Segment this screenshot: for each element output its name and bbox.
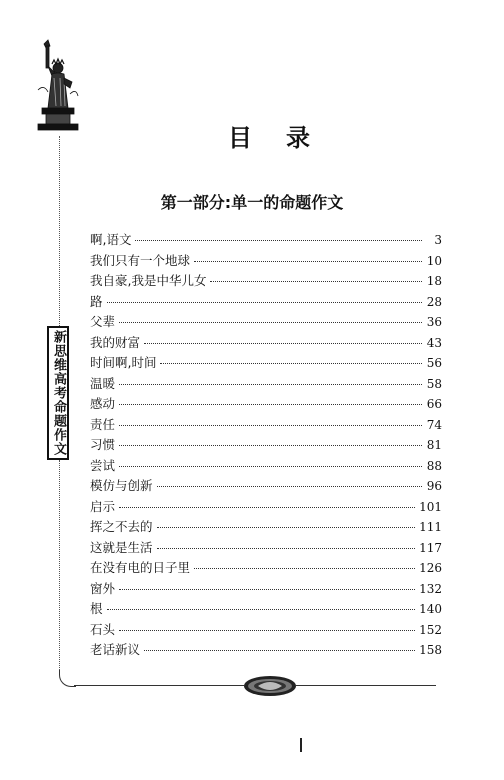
title-char: 目	[228, 124, 286, 152]
toc-entry-title: 习惯	[90, 437, 116, 452]
leader-dots	[119, 589, 415, 590]
section-heading: 第一部分:单一的命题作文	[160, 193, 344, 212]
toc-entry-page: 74	[426, 417, 442, 432]
leader-dots	[194, 261, 422, 262]
toc-entry-title: 父辈	[90, 314, 116, 329]
toc-entry-page: 117	[419, 540, 442, 555]
toc-entry-title: 我们只有一个地球	[90, 252, 191, 268]
toc-entry-page: 43	[426, 335, 442, 350]
toc-entry-title: 启示	[90, 498, 116, 514]
toc-entry-title: 温暖	[90, 375, 116, 391]
toc-entry-title: 我自豪,我是中华儿女	[90, 273, 207, 288]
toc-entry-page: 10	[426, 253, 442, 268]
leader-dots	[210, 281, 422, 282]
toc-entry-page: 96	[426, 479, 442, 493]
toc-entry-title: 时间啊,时间	[90, 355, 157, 370]
toc-entry[interactable]	[90, 599, 442, 620]
toc-entry-page: 3	[434, 233, 442, 247]
toc-entry-title: 尝试	[90, 457, 116, 473]
toc-entry-page: 36	[426, 315, 442, 329]
toc-entry[interactable]	[90, 476, 442, 497]
toc-entry[interactable]	[90, 517, 442, 538]
toc-entry-title: 挥之不去的	[90, 519, 153, 534]
toc-entry-title: 窗外	[90, 580, 116, 596]
toc-entry[interactable]	[90, 456, 442, 477]
leader-dots	[119, 466, 422, 467]
toc-entry-page: 101	[419, 499, 442, 514]
toc-entry-page: 18	[426, 274, 442, 288]
toc-entry-title: 感动	[90, 396, 116, 411]
toc-entry-page: 152	[419, 622, 442, 637]
toc-entry[interactable]	[90, 435, 442, 456]
toc-entry-page: 66	[426, 397, 442, 411]
toc-entry-page: 56	[426, 356, 442, 370]
medallion-ornament-icon	[242, 674, 298, 698]
leader-dots	[157, 486, 422, 487]
toc-entry[interactable]	[90, 312, 442, 333]
leader-dots	[107, 609, 416, 610]
toc-entry-page: 81	[426, 438, 442, 452]
leader-dots	[119, 404, 422, 405]
toc-entry-title: 啊,语文	[90, 232, 132, 247]
leader-dots	[119, 630, 415, 631]
leader-dots	[119, 445, 422, 446]
bottom-rule	[74, 685, 244, 686]
toc-entry-title: 这就是生活	[90, 539, 153, 555]
toc-entry[interactable]	[90, 497, 442, 518]
toc-entry-title: 我的财富	[90, 334, 141, 350]
toc-entry[interactable]	[90, 251, 442, 272]
leader-dots	[157, 548, 416, 549]
toc-entry[interactable]	[90, 271, 442, 292]
toc-entry-title: 根	[90, 601, 103, 616]
toc-entry[interactable]	[90, 353, 442, 374]
leader-dots	[119, 507, 415, 508]
toc-entry-title: 石头	[90, 621, 116, 637]
page-marker	[300, 738, 302, 752]
title-char: 录	[286, 124, 344, 152]
vertical-dotted-rule	[59, 460, 60, 670]
toc-entry[interactable]	[90, 394, 442, 415]
toc-entry[interactable]	[90, 620, 442, 641]
leader-dots	[160, 363, 422, 364]
toc-entry-page: 111	[419, 520, 442, 534]
leader-dots	[107, 302, 422, 303]
leader-dots	[194, 568, 415, 569]
page-title	[0, 118, 504, 153]
leader-dots	[119, 322, 422, 323]
toc-entry[interactable]	[90, 230, 442, 251]
table-of-contents	[90, 230, 442, 661]
leader-dots	[135, 240, 422, 241]
toc-entry[interactable]	[90, 640, 442, 661]
toc-entry-title: 老话新议	[90, 642, 141, 657]
toc-entry-page: 132	[419, 581, 442, 596]
toc-entry-page: 126	[419, 561, 442, 575]
toc-entry-title: 在没有电的日子里	[90, 560, 191, 575]
toc-entry-title: 模仿与创新	[90, 478, 153, 493]
toc-entry[interactable]	[90, 374, 442, 395]
toc-entry[interactable]	[90, 333, 442, 354]
toc-entry-title: 责任	[90, 416, 116, 432]
toc-entry-page: 140	[419, 602, 442, 616]
side-series-label: 新思维高考命题作文	[47, 326, 69, 460]
toc-entry-page: 158	[419, 643, 442, 657]
bottom-rule	[296, 685, 436, 686]
vertical-dotted-rule	[59, 136, 60, 326]
leader-dots	[119, 384, 422, 385]
leader-dots	[157, 527, 416, 528]
leader-dots	[119, 425, 422, 426]
toc-entry[interactable]	[90, 292, 442, 313]
toc-entry-page: 28	[426, 294, 442, 309]
leader-dots	[144, 650, 415, 651]
leader-dots	[144, 343, 422, 344]
toc-entry[interactable]	[90, 538, 442, 559]
toc-entry-title: 路	[90, 293, 103, 309]
toc-entry[interactable]	[90, 415, 442, 436]
toc-entry[interactable]	[90, 558, 442, 579]
toc-entry[interactable]	[90, 579, 442, 600]
toc-entry-page: 58	[426, 376, 442, 391]
toc-entry-page: 88	[426, 458, 442, 473]
